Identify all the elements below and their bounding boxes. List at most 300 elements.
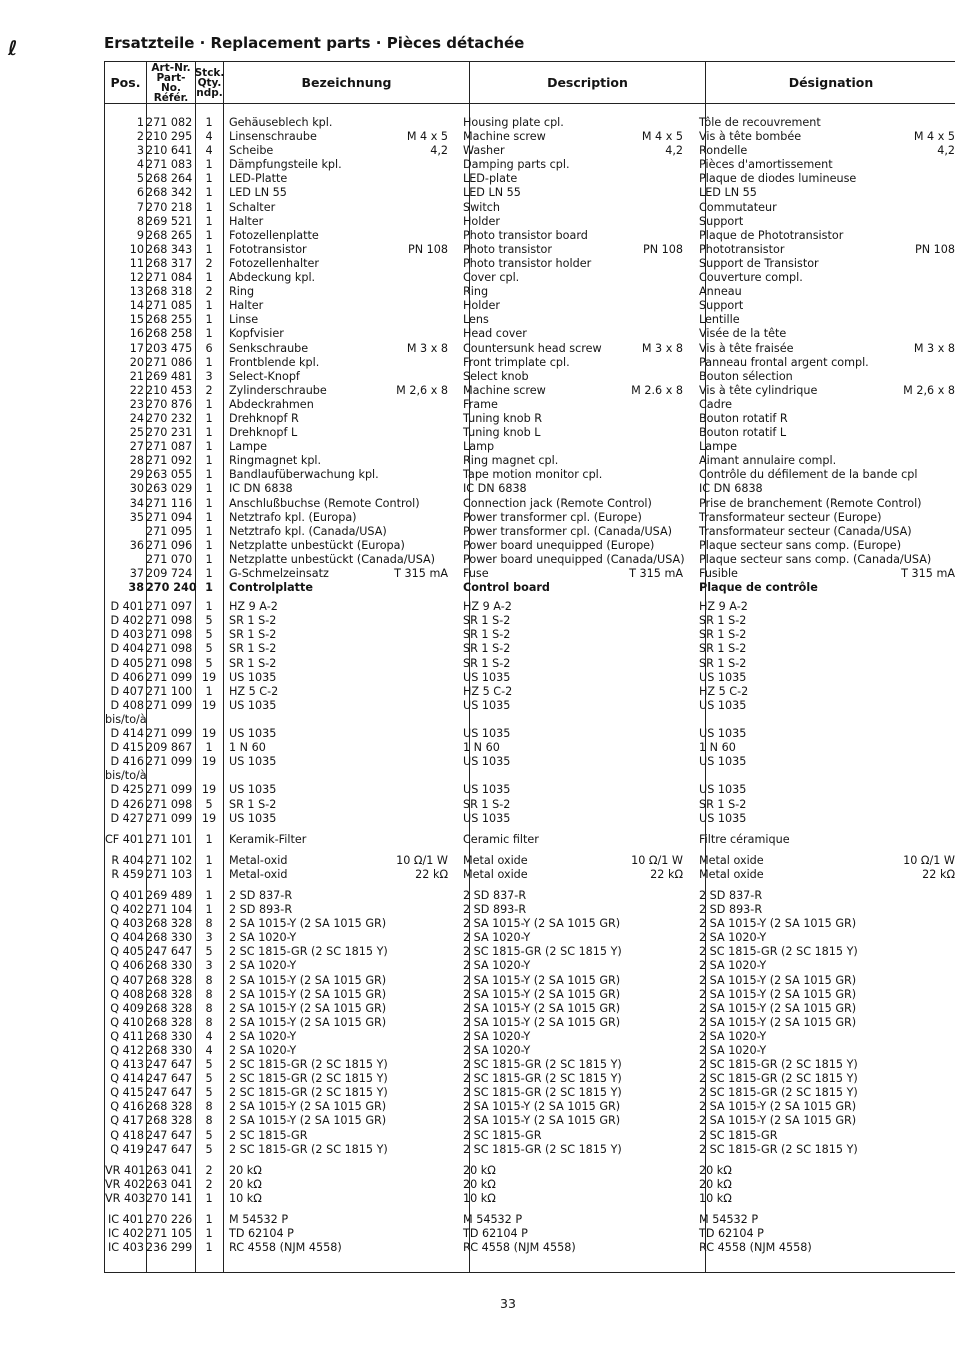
cell-text: Switch [463,200,500,214]
cell-spec: T 315 mA [629,567,683,580]
cell-part-number: 271 082 [146,116,193,129]
cell-part-number: 270 240 [146,581,197,595]
cell-fr [693,172,955,186]
table-row [105,1213,955,1227]
cell-en [457,1129,693,1143]
table-row [105,186,955,200]
cell-text: SR 1 S-2 [229,797,277,811]
cell-quantity: 1 [205,684,213,698]
table-row [105,482,955,496]
cell-quantity: 19 [201,670,217,684]
cell-text: 1 N 60 [463,741,500,755]
cell-text: Housing plate cpl. [463,116,564,129]
cell-de [223,917,457,931]
cell-en [457,1213,693,1227]
cell-part-number: 271 103 [146,867,193,881]
cell-de [223,1058,457,1072]
cell-text: SR 1 S-2 [699,656,747,670]
cell-text: Couverture compl. [699,271,803,285]
cell-text: Cover cpl. [463,271,520,285]
cell-text: 2 SA 1015-Y (2 SA 1015 GR) [699,1114,857,1128]
table-row [105,243,955,257]
cell-fr [693,1227,955,1241]
cell-pos: 23 [129,397,144,411]
cell-text: 2 SC 1815-GR (2 SC 1815 Y) [463,1072,622,1086]
cell-part-number: 268 265 [146,228,193,242]
cell-text: 20 kΩ [699,1177,732,1191]
cell-pos: D 403 [110,628,144,642]
cell-text: HZ 9 A-2 [463,600,512,614]
cell-en [457,1192,693,1206]
cell-part-number: 210 641 [146,144,193,158]
cell-fr [693,511,955,525]
table-row [105,426,955,440]
cell-de [223,497,457,511]
cell-quantity: 1 [205,200,213,214]
cell-quantity: 1 [205,1213,213,1227]
cell-fr [693,1016,955,1030]
cell-fr [693,398,955,412]
cell-part-number: 270 141 [146,1191,193,1205]
cell-part-number: 247 647 [146,1072,193,1086]
cell-fr [693,1129,955,1143]
cell-text: LED-Platte [229,172,288,186]
cell-text: 2 SA 1020-Y [463,1044,531,1057]
cell-text: Support [699,299,744,313]
cell-text: Vis à tête cylindrique [699,383,818,397]
table-row [105,539,955,553]
cell-fr [693,727,955,741]
cell-text: Zylinderschraube [229,383,327,397]
cell-quantity: 1 [205,524,213,538]
cell-spec: 22 kΩ [415,867,448,881]
cell-en [457,685,693,699]
cell-text: Linsenschraube [229,130,317,144]
cell-text: Lampe [229,440,267,454]
cell-quantity: 1 [205,440,213,454]
cell-quantity: 19 [201,727,217,741]
cell-de [223,628,457,642]
cell-text: 2 SA 1015-Y (2 SA 1015 GR) [463,1001,621,1015]
cell-pos: Q 404 [110,931,144,945]
cell-de [223,215,457,229]
cell-en [457,398,693,412]
cell-pos: 10 [129,242,144,256]
cell-text: Lens [463,313,489,327]
cell-text: Fototransistor [229,242,307,256]
cell-text: 2 SA 1020-Y [229,1029,297,1043]
cell-part-number: 210 295 [146,130,193,144]
cell-part-number: 271 094 [146,510,193,524]
cell-pos: 2 [136,130,144,144]
cell-text: HZ 5 C-2 [699,684,749,698]
cell-spec: M 3 x 8 [641,341,683,355]
cell-text: 1 N 60 [229,741,266,755]
cell-pos: Q 414 [110,1072,144,1086]
cell-pos: Q 415 [110,1086,144,1100]
cell-quantity: 1 [205,482,213,496]
cell-part-number: 268 328 [146,1114,193,1128]
cell-quantity: 1 [205,600,213,614]
table-row [105,398,955,412]
cell-en [457,342,693,356]
cell-text: Transformateur secteur (Canada/USA) [699,524,912,538]
cell-text: Visée de la tête [699,327,787,341]
cell-text: 2 SA 1020-Y [463,931,531,945]
cell-fr [693,412,955,426]
cell-text: Commutateur [699,200,777,214]
cell-quantity: 5 [205,614,213,628]
table-row [105,257,955,271]
cell-text: Plaque de contrôle [699,581,818,595]
cell-fr [693,525,955,539]
cell-text: US 1035 [229,811,277,825]
cell-de [223,671,457,685]
cell-quantity: 5 [205,1072,213,1086]
cell-text: HZ 9 A-2 [699,600,748,614]
cell-text: Aimant annulaire compl. [699,454,837,468]
cell-pos: 25 [129,426,144,440]
header-designation: Désignation [788,75,874,90]
cell-pos: 14 [129,299,144,313]
cell-en [457,186,693,200]
cell-de [223,553,457,567]
cell-quantity: 1 [205,1191,213,1205]
cell-quantity: 1 [205,186,213,200]
cell-en [457,833,693,847]
cell-text: Transformateur secteur (Europe) [699,510,882,524]
cell-en [457,567,693,581]
cell-text: 2 SD 893-R [463,903,527,917]
cell-text: US 1035 [699,755,747,769]
cell-pos: D 405 [110,656,144,670]
cell-part-number: 271 097 [146,600,193,614]
cell-part-number: 271 099 [146,755,193,769]
cell-fr [693,1178,955,1192]
cell-pos: D 416 [110,755,144,769]
cell-quantity: 2 [205,285,213,299]
cell-en [457,426,693,440]
cell-quantity: 1 [205,538,213,552]
cell-spec: M 3 x 8 [406,341,448,355]
cell-text: Linse [229,313,259,327]
cell-de [223,158,457,172]
table-row [105,1044,955,1058]
cell-en [457,1030,693,1044]
cell-fr [693,959,955,973]
cell-part-number: 271 098 [146,628,193,642]
cell-part-number: 268 330 [146,1029,193,1043]
table-row [105,755,955,769]
cell-quantity: 1 [205,867,213,881]
table-row [105,356,955,370]
cell-part-number: 268 330 [146,1044,193,1057]
cell-text: US 1035 [229,698,277,712]
cell-text: US 1035 [463,811,511,825]
cell-text: Netzplatte unbestückt (Canada/USA) [229,552,436,566]
cell-fr [693,1044,955,1058]
cell-text: Select-Knopf [229,369,300,383]
cell-fr [693,755,955,769]
cell-pos: 36 [129,538,144,552]
cell-text: Plaque secteur sans comp. (Europe) [699,538,902,552]
cell-pos: 13 [129,285,144,299]
cell-text: 2 SC 1815-GR (2 SC 1815 Y) [699,1086,858,1100]
cell-part-number: 271 070 [146,552,193,566]
cell-en [457,854,693,868]
cell-fr [693,144,955,158]
cell-text: US 1035 [463,698,511,712]
table-row [105,511,955,525]
cell-fr [693,812,955,826]
cell-text: Plaque secteur sans comp. (Canada/USA) [699,552,932,566]
cell-en [457,172,693,186]
cell-text: Anschlußbuchse (Remote Control) [229,496,420,510]
cell-part-number: 271 116 [146,496,193,510]
cell-fr [693,243,955,257]
cell-text: Phototransistor [699,242,785,256]
cell-text: 20 kΩ [463,1163,496,1177]
cell-quantity: 1 [205,581,213,595]
cell-en [457,1058,693,1072]
cell-en [457,713,693,727]
cell-part-number: 271 098 [146,656,193,670]
cell-text: Scheibe [229,144,274,158]
table-row [105,812,955,826]
cell-fr [693,158,955,172]
cell-en [457,1114,693,1128]
cell-en [457,699,693,713]
cell-de [223,727,457,741]
cell-en [457,903,693,917]
cell-quantity: 19 [201,783,217,797]
cell-quantity [195,769,223,783]
cell-quantity: 1 [205,355,213,369]
cell-text: US 1035 [229,727,277,741]
cell-en [457,974,693,988]
cell-text: Abdeckrahmen [229,397,314,411]
cell-en [457,243,693,257]
cell-text: Panneau frontal argent compl. [699,355,869,369]
cell-text: LED LN 55 [463,186,521,200]
cell-fr [693,1192,955,1206]
cell-part-number: 269 481 [146,369,193,383]
cell-de [223,271,457,285]
cell-text: Vis à tête bombée [699,130,802,144]
cell-text: 2 SC 1815-GR (2 SC 1815 Y) [463,1142,622,1156]
cell-text: 2 SD 893-R [229,903,293,917]
cell-en [457,959,693,973]
header-quantity: Stck. Qty. ndp. [194,66,225,99]
cell-text: US 1035 [463,783,511,797]
cell-text: Lamp [463,440,495,454]
cell-quantity: 1 [205,567,213,580]
cell-text: 2 SC 1815-GR (2 SC 1815 Y) [229,1072,388,1086]
cell-text: IC DN 6838 [463,482,527,496]
cell-de [223,511,457,525]
cell-part-number: 263 041 [146,1163,193,1177]
cell-en [457,468,693,482]
cell-part-number: 268 330 [146,959,193,973]
cell-pos: CF 401 [105,832,145,846]
cell-text: Tuning knob L [463,426,541,440]
cell-quantity: 1 [205,888,213,902]
cell-pos: 7 [136,200,144,214]
cell-quantity: 8 [205,1114,213,1128]
table-row [105,497,955,511]
cell-de [223,116,457,130]
cell-fr [693,426,955,440]
table-row [105,1227,955,1241]
cell-text: Bouton rotatif L [699,426,787,440]
cell-quantity: 1 [205,510,213,524]
cell-text: Ringmagnet kpl. [229,454,322,468]
cell-text: SR 1 S-2 [463,642,511,656]
cell-fr [693,285,955,299]
table-row [105,370,955,384]
cell-text: 2 SD 837-R [463,888,527,902]
header-pos: Pos. [110,75,141,90]
cell-pos: Q 416 [110,1100,144,1114]
table-row [105,384,955,398]
cell-text: Washer [463,144,505,158]
cell-text: 2 SA 1015-Y (2 SA 1015 GR) [463,973,621,987]
cell-quantity: 1 [205,426,213,440]
cell-part-number: 271 085 [146,299,193,313]
cell-fr [693,1086,955,1100]
cell-pos: IC 401 [107,1213,144,1227]
cell-quantity: 1 [205,903,213,917]
cell-text: IC DN 6838 [229,482,293,496]
cell-part-number: 263 055 [146,468,193,482]
cell-quantity: 5 [205,1142,213,1156]
cell-part-number: 247 647 [146,1142,193,1156]
cell-part-number: 263 029 [146,482,193,496]
cell-text: M 54532 P [699,1213,759,1227]
cell-text: LED LN 55 [229,186,287,200]
cell-pos: 37 [129,567,144,580]
cell-de [223,642,457,656]
cell-de [223,798,457,812]
cell-pos: 4 [136,158,144,172]
cell-pos: 22 [129,383,144,397]
cell-pos: 1 [136,116,144,129]
cell-quantity: 2 [205,1177,213,1191]
cell-en [457,356,693,370]
cell-de [223,1086,457,1100]
cell-fr [693,215,955,229]
cell-text: Netztrafo kpl. (Europa) [229,510,357,524]
cell-part-number: 268 258 [146,327,193,341]
table-row [105,567,955,581]
table-row [105,1178,955,1192]
cell-fr [693,1143,955,1157]
cell-text: 2 SA 1020-Y [229,931,297,945]
cell-text: 2 SC 1815-GR (2 SC 1815 Y) [229,1058,388,1072]
cell-spec: 22 kΩ [650,867,683,881]
cell-quantity: 1 [205,313,213,327]
cell-text: HZ 5 C-2 [463,684,513,698]
cell-text: 2 SC 1815-GR (2 SC 1815 Y) [229,1142,388,1156]
cell-pos: 9 [136,228,144,242]
table-row [105,1129,955,1143]
cell-text: Control board [463,581,550,595]
cell-text: 1 N 60 [699,741,736,755]
cell-en [457,553,693,567]
cell-pos: D 401 [110,600,144,614]
cell-part-number: 270 232 [146,411,193,425]
table-row [105,868,955,882]
cell-en [457,370,693,384]
table-row [105,798,955,812]
cell-pos: 3 [136,144,144,158]
cell-text: Dämpfungsteile kpl. [229,158,342,172]
cell-pos: D 406 [110,670,144,684]
cell-part-number: 263 041 [146,1177,193,1191]
cell-de [223,581,457,595]
cell-quantity: 1 [205,468,213,482]
cell-spec: PN 108 [914,242,955,256]
cell-de [223,440,457,454]
cell-pos: 6 [136,186,144,200]
cell-text: 2 SA 1015-Y (2 SA 1015 GR) [699,987,857,1001]
table-row [105,699,955,713]
cell-pos: 8 [136,214,144,228]
cell-quantity: 8 [205,1015,213,1029]
cell-pos [105,553,146,567]
cell-de [223,1164,457,1178]
cell-part-number: 247 647 [146,1086,193,1100]
cell-en [457,812,693,826]
cell-fr [693,186,955,200]
cell-text: HZ 9 A-2 [229,600,278,614]
cell-part-number: 269 521 [146,214,193,228]
cell-quantity: 19 [201,755,217,769]
cell-en [457,271,693,285]
cell-text: Drehknopf L [229,426,298,440]
cell-part-number: 271 099 [146,783,193,797]
cell-en [457,1016,693,1030]
table-row [105,215,955,229]
cell-en [457,384,693,398]
table-row [105,741,955,755]
cell-text: Ring [463,285,489,299]
cell-quantity: 5 [205,1086,213,1100]
cell-pos: bis/to/à [105,769,147,783]
cell-part-number: 270 226 [146,1213,193,1227]
cell-quantity: 5 [205,656,213,670]
cell-en [457,440,693,454]
cell-text: 2 SA 1015-Y (2 SA 1015 GR) [229,1100,387,1114]
cell-text: HZ 5 C-2 [229,684,279,698]
cell-quantity: 3 [205,369,213,383]
cell-de [223,398,457,412]
cell-en [457,657,693,671]
cell-fr [693,553,955,567]
cell-en [457,299,693,313]
cell-text: Netztrafo kpl. (Canada/USA) [229,524,387,538]
cell-en [457,229,693,243]
cell-en [457,1227,693,1241]
cell-text: Metal-oxid [229,853,288,867]
cell-part-number: 271 099 [146,698,193,712]
cell-part-number: 268 328 [146,987,193,1001]
cell-en [457,868,693,882]
cell-part-number: 210 453 [146,383,193,397]
cell-de [223,567,457,581]
table-row [105,671,955,685]
cell-en [457,313,693,327]
